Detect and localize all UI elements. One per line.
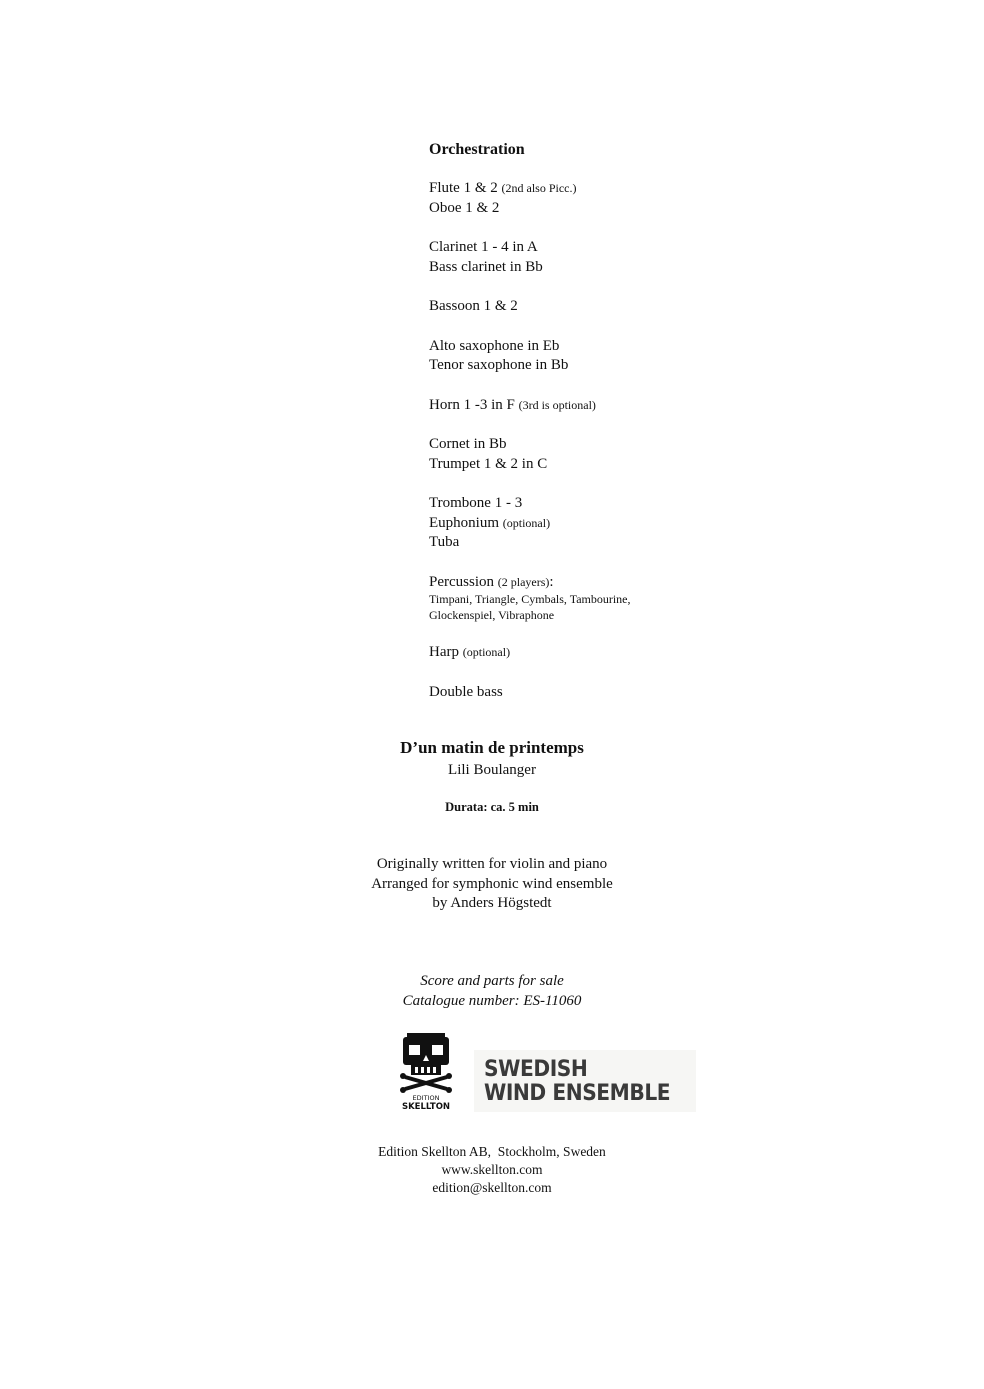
arrangement-line: Originally written for violin and piano — [376, 856, 608, 872]
percussion-group — [429, 573, 749, 624]
low-brass-group — [429, 494, 749, 553]
double-bass-group — [429, 683, 749, 703]
logo-text-edition: EDITION — [412, 1094, 440, 1102]
instrument-name: Bass clarinet in Bb — [429, 258, 543, 275]
instrument-name: Cornet in Bb — [429, 436, 507, 452]
instrument-line — [429, 199, 749, 219]
instrument-note: (2nd also Picc.) — [501, 181, 577, 195]
instrument-line — [429, 435, 749, 455]
clarinet-group — [429, 238, 749, 277]
harp-group — [429, 643, 749, 663]
instrument-note: (optional) — [462, 645, 511, 659]
orchestration-section — [429, 140, 749, 722]
percussion-detail: Glockenspiel, Vibraphone — [429, 607, 555, 622]
woodwind-group-1 — [429, 179, 749, 218]
instrument-name: Harp — [429, 644, 459, 660]
instrument-name: Trombone 1 - 3 — [429, 495, 523, 511]
duration: Durata: ca. 5 min — [445, 800, 539, 814]
trumpet-group — [429, 435, 749, 474]
composer-name: Lili Boulanger — [448, 762, 536, 778]
instrument-line — [429, 238, 749, 258]
work-title: D’un matin de printemps — [400, 738, 584, 757]
instrument-line — [429, 179, 749, 199]
percussion-detail: Timpani, Triangle, Cymbals, Tambourine, — [429, 592, 631, 606]
instrument-note: (3rd is optional) — [518, 397, 596, 412]
instrument-name: Bassoon 1 & 2 — [429, 298, 518, 314]
skull-crossbones-icon — [395, 1033, 457, 1111]
edition-skellton-logo — [395, 1033, 457, 1111]
instrument-line — [429, 258, 749, 278]
arrangement-line: Arranged for symphonic wind ensemble — [371, 875, 613, 892]
instrument-note: (2 players) — [497, 574, 550, 589]
instrument-line — [429, 337, 749, 357]
swedish-wind-ensemble-logo — [474, 1050, 696, 1112]
instrument-name: Alto saxophone in Eb — [429, 337, 560, 354]
horn-group — [429, 396, 749, 416]
publisher-footer — [0, 1143, 984, 1197]
instrument-line — [429, 297, 749, 317]
logo-text-skellton: SKELLTON — [401, 1102, 451, 1111]
saxophone-group — [429, 337, 749, 376]
instrument-line — [429, 514, 749, 534]
arrangement-info — [0, 855, 984, 914]
instrument-line — [429, 643, 749, 663]
bassoon-group — [429, 297, 749, 317]
publisher-address: Edition Skellton AB, Stockholm, Sweden — [378, 1144, 606, 1159]
instrument-name: Percussion — [429, 573, 494, 590]
sale-line: Score and parts for sale — [420, 973, 564, 989]
catalogue-number: Catalogue number: ES-11060 — [402, 992, 582, 1009]
sale-info — [0, 972, 984, 1011]
instrument-line — [429, 396, 749, 416]
instrument-name: Flute 1 & 2 — [429, 180, 498, 196]
instrument-name: Clarinet 1 - 4 in A — [429, 239, 538, 255]
instrument-note: (optional) — [502, 515, 551, 530]
instrument-line — [429, 573, 749, 593]
arrangement-line: by Anders Högstedt — [432, 895, 552, 911]
instrument-name: Tuba — [429, 534, 460, 550]
instrument-line — [429, 356, 749, 376]
instrument-name: Oboe 1 & 2 — [429, 199, 500, 216]
publisher-website: www.skellton.com — [441, 1162, 543, 1177]
instrument-name: Tenor saxophone in Bb — [429, 357, 569, 373]
orchestration-heading: Orchestration — [429, 141, 525, 158]
logo-text-swedish: SWEDISH — [484, 1057, 588, 1082]
instrument-line — [429, 494, 749, 514]
instrument-name: Euphonium — [429, 514, 499, 531]
instrument-line — [429, 533, 749, 553]
instrument-name: Horn 1 -3 in F — [429, 396, 515, 413]
instrument-line — [429, 455, 749, 475]
publisher-email: edition@skellton.com — [432, 1180, 552, 1195]
instrument-name: Trumpet 1 & 2 in C — [429, 455, 548, 472]
instrument-name: Double bass — [429, 683, 503, 700]
instrument-line — [429, 683, 749, 703]
percussion-colon: : — [549, 573, 554, 590]
logo-text-wind-ensemble: WIND ENSEMBLE — [484, 1081, 671, 1106]
